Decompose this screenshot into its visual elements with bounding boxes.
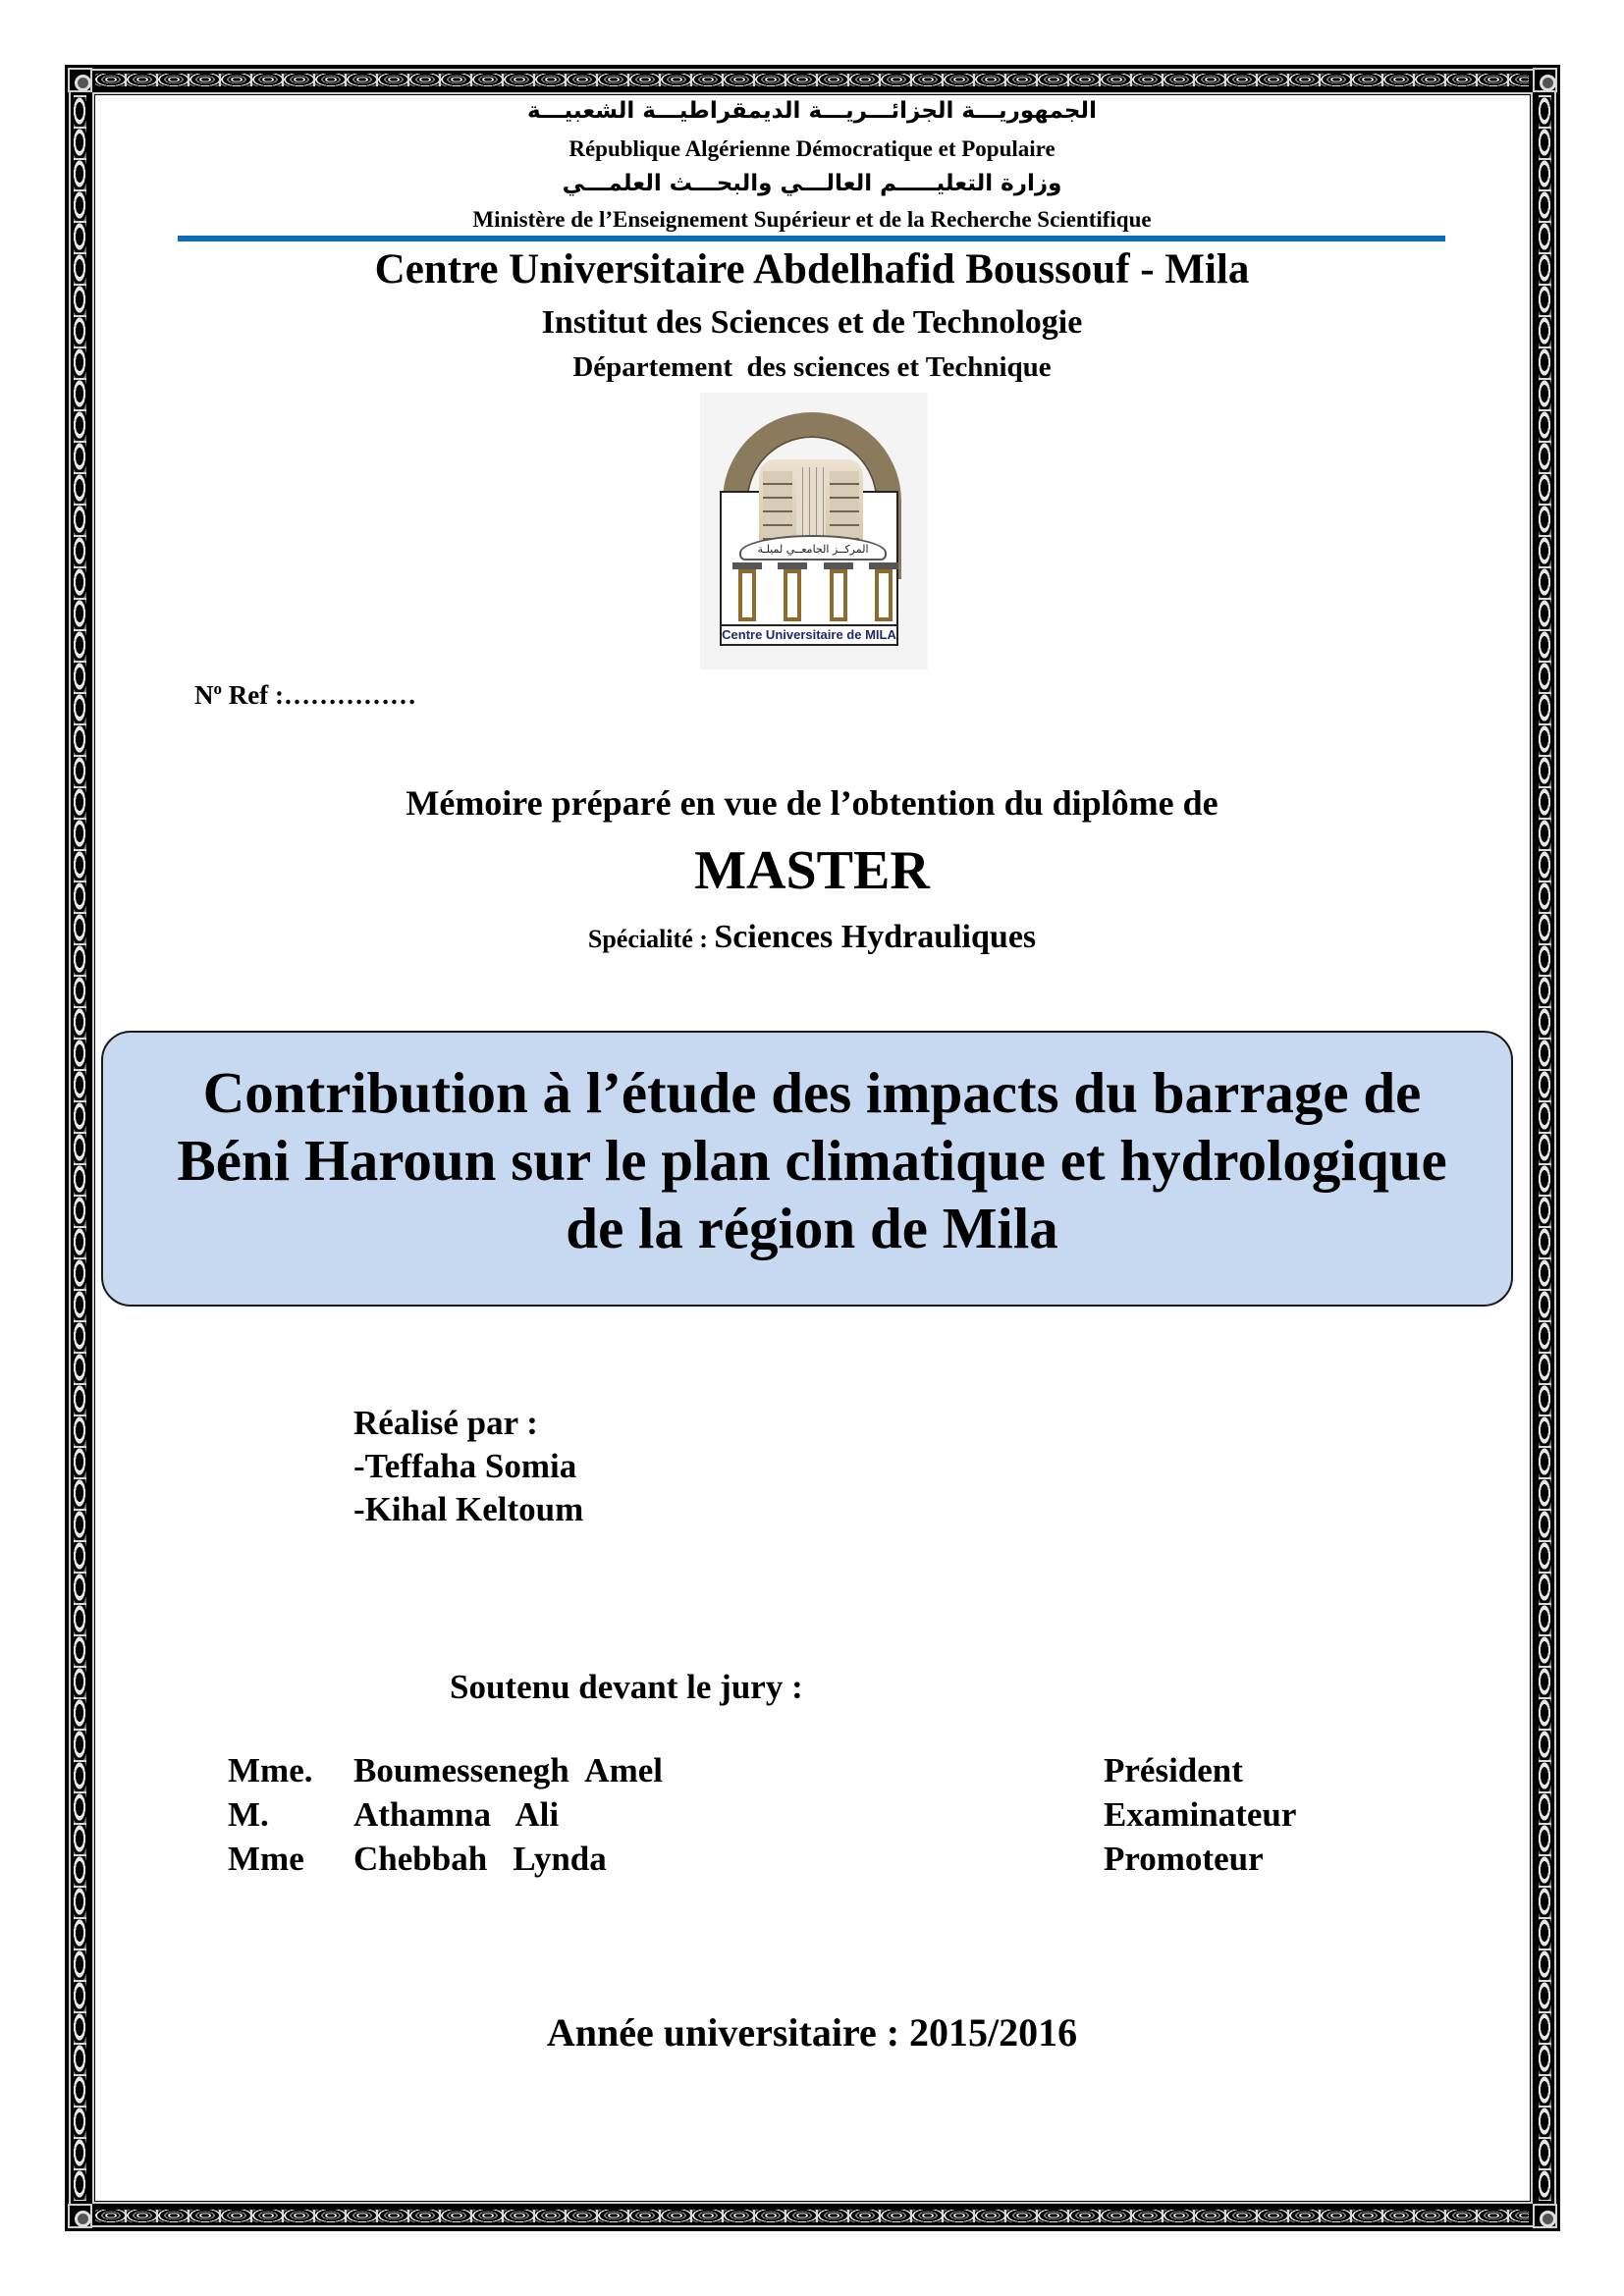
- jury-member-role: Examinateur: [1104, 1795, 1297, 1834]
- building-tower: [796, 467, 826, 546]
- jury-member-title: Mme: [228, 1840, 304, 1878]
- jury-member-name: Athamna Ali: [353, 1795, 560, 1834]
- pillar-cap: [778, 562, 807, 569]
- jury-member-title: M.: [228, 1795, 269, 1834]
- republic-name: République Algérienne Démocratique et Populaire: [568, 136, 1056, 161]
- jury-label: Soutenu devant le jury :: [450, 1668, 803, 1706]
- logo-caption: Centre Universitaire de MILA: [720, 624, 898, 646]
- jury-member-row: [0, 1795, 1624, 1839]
- pillar-cap: [824, 562, 853, 569]
- jury-member-name: Chebbah Lynda: [353, 1840, 607, 1878]
- reference-label: Ref :……………: [222, 680, 416, 710]
- degree-intro: Mémoire préparé en vue de l’obtention du diplôme de: [406, 783, 1218, 823]
- corner-ornament-icon: [68, 2204, 92, 2228]
- university-name: Centre Universitaire Abdelhafid Boussouf - Mila: [374, 246, 1250, 293]
- thesis-title-line-3: de la région de Mila: [566, 1196, 1058, 1260]
- logo-building: [759, 459, 863, 546]
- thesis-title-line-2: Béni Haroun sur le plan climatique et hydrologique: [177, 1128, 1447, 1193]
- speciality: [0, 917, 1624, 964]
- reference-prefix: N: [194, 680, 214, 710]
- author-name: -Kihal Keltoum: [353, 1490, 584, 1528]
- logo-arabic-label: المركــز الجامعــي لميلـة: [757, 543, 869, 556]
- pillar-cap: [869, 562, 898, 569]
- jury-member-title: Mme.: [228, 1751, 313, 1789]
- pillar-cap: [732, 562, 762, 569]
- reference-superscript: o: [213, 679, 222, 698]
- border-braid-top: [95, 74, 1529, 86]
- department-name: Département des sciences et Technique: [572, 351, 1052, 383]
- border-braid-bottom: [95, 2210, 1529, 2222]
- authors-label: Réalisé par :: [353, 1404, 538, 1442]
- corner-ornament-icon: [1533, 2204, 1557, 2228]
- logo-pillar: [738, 569, 756, 621]
- arabic-republic-name: الجمهوريـــة الجزائـــريـــة الديمقراطيـــة الشعبيـــة: [527, 98, 1097, 124]
- arabic-ministry-name: وزارة التعليـــــم العالـــي والبحـــث العلمـــي: [562, 171, 1062, 196]
- speciality-value: Sciences Hydrauliques: [714, 919, 1037, 955]
- academic-year: Année universitaire : 2015/2016: [546, 2010, 1078, 2055]
- jury-member-row: [0, 1751, 1624, 1794]
- building-wing-right: [830, 471, 859, 542]
- thesis-title-line-1: Contribution à l’étude des impacts du barrage de: [202, 1060, 1422, 1125]
- header-rule: [178, 236, 1445, 241]
- institute-name: Institut des Sciences et de Technologie: [541, 304, 1083, 341]
- jury-member-role: Président: [1104, 1751, 1243, 1789]
- logo-pillar: [784, 569, 801, 621]
- jury-member-row: [0, 1840, 1624, 1883]
- corner-ornament-icon: [1533, 68, 1557, 92]
- jury-member-name: Boumessenegh Amel: [353, 1751, 663, 1789]
- reference-number: [194, 673, 416, 711]
- university-logo: [700, 393, 928, 669]
- ministry-name: Ministère de l’Enseignement Supérieur et de la Recherche Scientifique: [472, 207, 1152, 232]
- jury-member-role: Promoteur: [1104, 1840, 1264, 1878]
- logo-pillar: [875, 569, 893, 621]
- degree-name: MASTER: [694, 840, 930, 901]
- building-wing-left: [763, 471, 792, 542]
- corner-ornament-icon: [68, 68, 92, 92]
- author-name: -Teffaha Somia: [353, 1447, 577, 1485]
- speciality-label: Spécialité :: [587, 925, 715, 953]
- logo-pillar: [830, 569, 847, 621]
